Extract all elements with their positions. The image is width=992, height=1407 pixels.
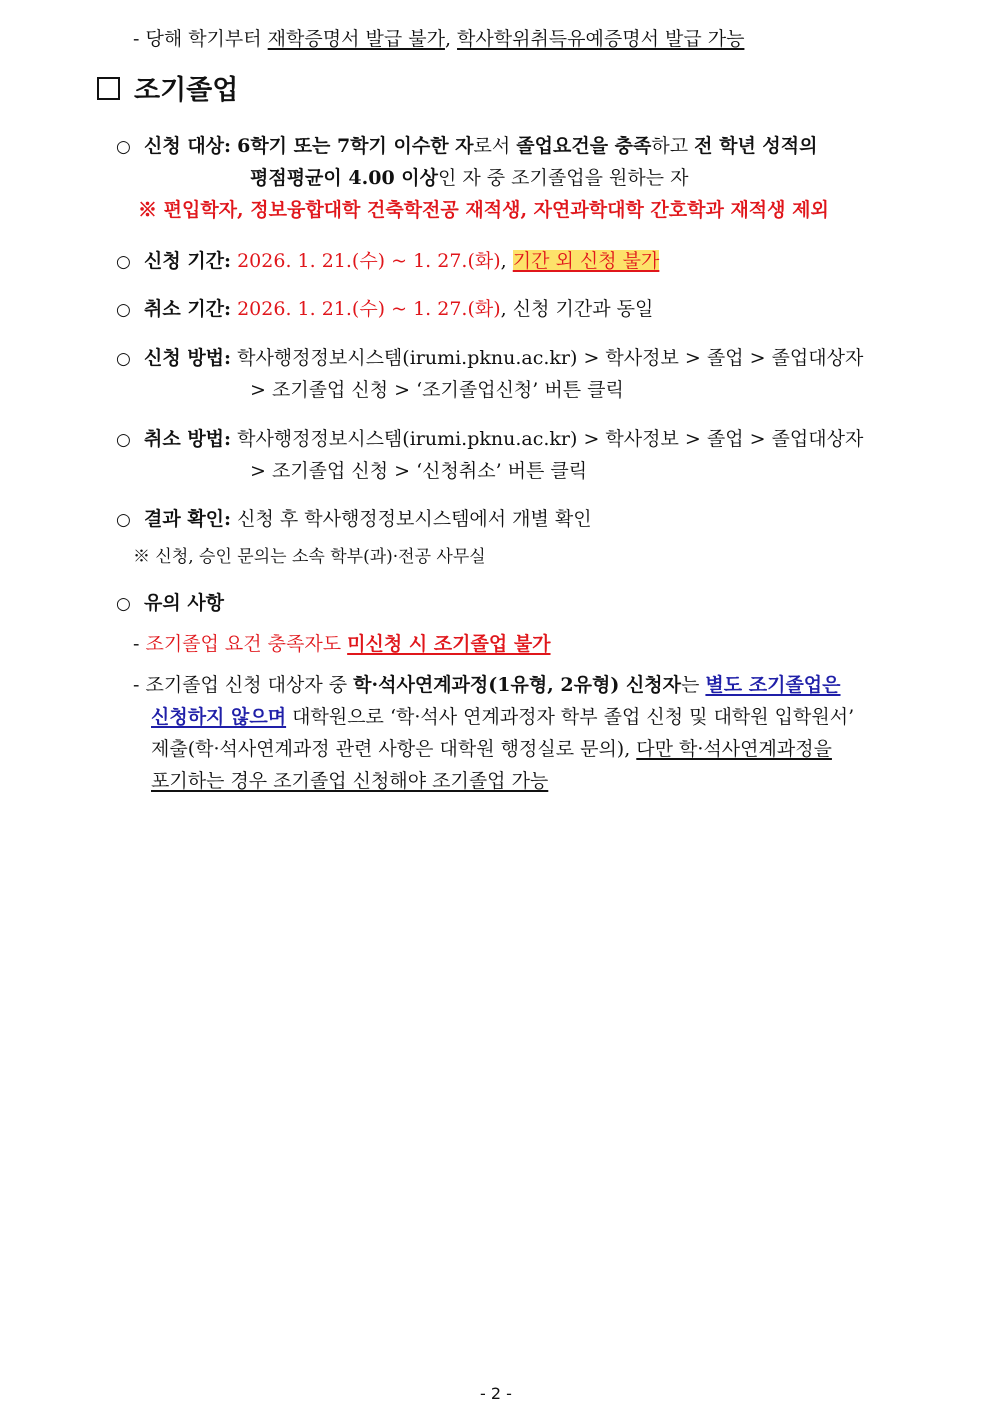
section-title: 조기졸업 bbox=[134, 75, 239, 106]
caution-bullet-2-line-4: 포기하는 경우 조기졸업 신청해야 조기졸업 가능 bbox=[151, 770, 549, 792]
cancel-period-line: ○ 취소 기간: 2026. 1. 21.(수) ~ 1. 27.(화), 신청 기간과 동일 bbox=[116, 296, 653, 323]
circle-bullet-icon: ○ bbox=[116, 430, 131, 450]
caution-bullet-2-line-1: - 조기졸업 신청 대상자 중 학·석사연계과정(1유형, 2유형) 신청자는 별도 조기졸업은 bbox=[133, 674, 841, 696]
target-label: 신청 대상: bbox=[144, 135, 232, 157]
caution-heading bbox=[116, 590, 224, 617]
period-label: 신청 기간: bbox=[144, 250, 232, 272]
circle-bullet-icon: ○ bbox=[116, 300, 131, 320]
result-label: 결과 확인: bbox=[144, 508, 232, 530]
square-box-icon bbox=[97, 77, 120, 100]
method-label: 신청 방법: bbox=[144, 347, 232, 369]
cancel-method-line-2: > 조기졸업 신청 > ‘신청취소’ 버튼 클릭 bbox=[250, 460, 588, 482]
top-line: - 당해 학기부터 재학증명서 발급 불가, 학사학위취득유예증명서 발급 가능 bbox=[133, 28, 745, 50]
no-apply-warning: 미신청 시 조기졸업 불가 bbox=[347, 633, 551, 655]
caution-label: 유의 사항 bbox=[144, 592, 225, 614]
circle-bullet-icon: ○ bbox=[116, 137, 131, 157]
method-line-2: > 조기졸업 신청 > ‘조기졸업신청’ 버튼 클릭 bbox=[250, 379, 624, 401]
result-line: ○ 결과 확인: 신청 후 학사행정정보시스템에서 개별 확인 bbox=[116, 506, 592, 533]
deferral-cert-note: 학사학위취득유예증명서 발급 가능 bbox=[457, 28, 745, 50]
circle-bullet-icon: ○ bbox=[116, 252, 131, 272]
enrollment-cert-note: 재학증명서 발급 불가 bbox=[267, 28, 445, 50]
caution-bullet-2-line-3: 제출(학·석사연계과정 관련 사항은 대학원 행정실로 문의), 다만 학·석사연계과정을 bbox=[151, 738, 832, 760]
cancel-method-line-1: ○ 취소 방법: 학사행정정보시스템(irumi.pknu.ac.kr) > 학사정보 > 졸업 > 졸업대상자 bbox=[116, 426, 863, 453]
cancel-method-label: 취소 방법: bbox=[144, 428, 232, 450]
target-exclusion-note: ※ 편입학자, 정보융합대학 건축학전공 재적생, 자연과학대학 간호학과 재적생 제외 bbox=[138, 199, 829, 221]
target-line-1: ○ 신청 대상: 6학기 또는 7학기 이수한 자로서 졸업요건을 충족하고 전 학년 성적의 bbox=[116, 133, 818, 160]
section-heading bbox=[97, 74, 238, 108]
period-line: ○ 신청 기간: 2026. 1. 21.(수) ~ 1. 27.(화), 기간 외 신청 불가 bbox=[116, 248, 659, 275]
method-line-1: ○ 신청 방법: 학사행정정보시스템(irumi.pknu.ac.kr) > 학사정보 > 졸업 > 졸업대상자 bbox=[116, 345, 863, 372]
result-note: ※ 신청, 승인 문의는 소속 학부(과)·전공 사무실 bbox=[133, 547, 486, 567]
circle-bullet-icon: ○ bbox=[116, 349, 131, 369]
caution-bullet-1: - 조기졸업 요건 충족자도 미신청 시 조기졸업 불가 bbox=[133, 633, 551, 655]
caution-bullet-2-line-2: 신청하지 않으며 대학원으로 ‘학·석사 연계과정자 학부 졸업 신청 및 대학원 입학원서’ bbox=[151, 706, 855, 728]
period-dates: 2026. 1. 21.(수) ~ 1. 27.(화) bbox=[237, 250, 501, 272]
circle-bullet-icon: ○ bbox=[116, 510, 131, 530]
target-line-2: 평점평균이 4.00 이상인 자 중 조기졸업을 원하는 자 bbox=[250, 167, 689, 189]
period-warning: 기간 외 신청 불가 bbox=[512, 250, 660, 272]
cancel-period-dates: 2026. 1. 21.(수) ~ 1. 27.(화) bbox=[237, 298, 501, 320]
circle-bullet-icon: ○ bbox=[116, 594, 131, 614]
cancel-period-label: 취소 기간: bbox=[144, 298, 232, 320]
page-number: - 2 - bbox=[480, 1384, 512, 1403]
